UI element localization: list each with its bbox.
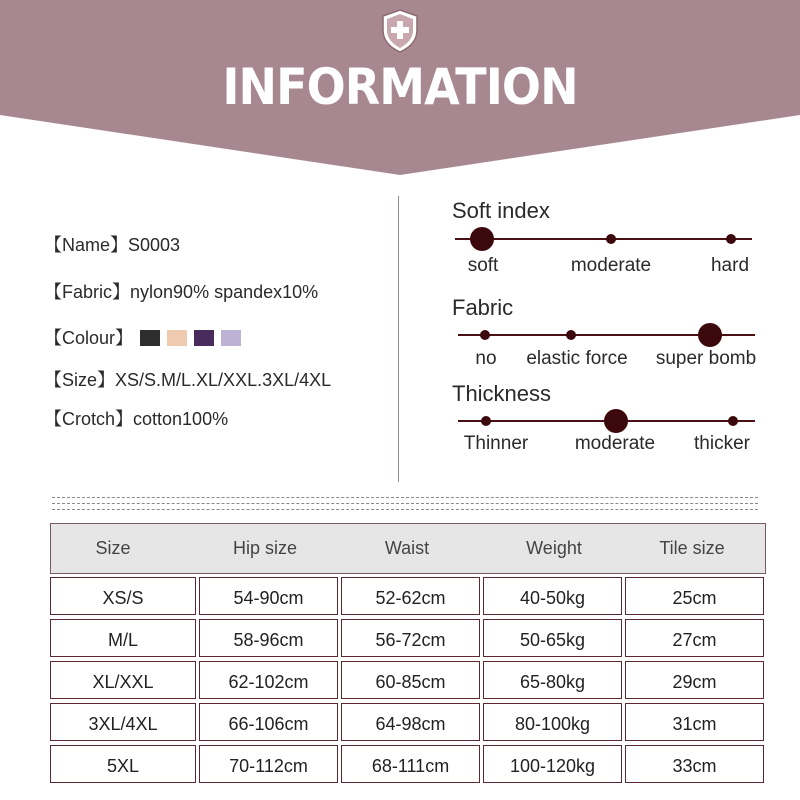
- info-size: [44, 366, 331, 392]
- table-cell: 29cm: [625, 661, 764, 699]
- dashed-divider: [52, 509, 758, 510]
- crotch-value: cotton100%: [133, 409, 229, 429]
- scale-marker-selected: [698, 323, 722, 347]
- dashed-divider: [52, 503, 758, 504]
- scale-marker: [728, 416, 738, 426]
- scale-marker: [480, 330, 490, 340]
- size-cell: 5XL: [50, 745, 196, 783]
- shield-cross-icon: [380, 8, 420, 54]
- size-value: XS/S.M/L.XL/XXL.3XL/4XL: [115, 370, 332, 390]
- scale-marker-selected: [470, 227, 494, 251]
- table-cell: 64-98cm: [341, 703, 480, 741]
- scale-title: Thickness: [452, 381, 552, 406]
- info-colour: [44, 324, 241, 350]
- scale-title: Soft index: [452, 198, 550, 223]
- table-cell: 68-111cm: [341, 745, 480, 783]
- scale-marker-selected: [604, 409, 628, 433]
- scale-track: [455, 238, 752, 240]
- scale-marker: [566, 330, 576, 340]
- column-header: Tile size: [659, 538, 725, 558]
- size-cell: M/L: [50, 619, 196, 657]
- size-cell: XS/S: [50, 577, 196, 615]
- name-value: S0003: [128, 235, 181, 255]
- scale-marker: [726, 234, 736, 244]
- scale-title: Fabric: [452, 295, 514, 320]
- scale-option-label: soft: [467, 255, 499, 276]
- colour-swatch-nude: [167, 330, 187, 346]
- table-cell: 40-50kg: [483, 577, 622, 615]
- scale-marker: [606, 234, 616, 244]
- table-cell: 66-106cm: [199, 703, 338, 741]
- table-cell: 80-100kg: [483, 703, 622, 741]
- table-cell: 33cm: [625, 745, 764, 783]
- table-cell: 62-102cm: [199, 661, 338, 699]
- fabric-label: 【Fabric】: [44, 282, 131, 302]
- table-cell: 25cm: [625, 577, 764, 615]
- size-cell: XL/XXL: [50, 661, 196, 699]
- column-header: Waist: [384, 538, 430, 558]
- crotch-label: 【Crotch】: [44, 409, 134, 429]
- table-cell: 65-80kg: [483, 661, 622, 699]
- column-header: Size: [95, 538, 131, 558]
- info-crotch: [44, 405, 228, 431]
- size-label: 【Size】: [44, 370, 116, 390]
- size-cell: 3XL/4XL: [50, 703, 196, 741]
- scale-marker: [481, 416, 491, 426]
- table-cell: 31cm: [625, 703, 764, 741]
- info-name: [44, 231, 180, 257]
- table-cell: 52-62cm: [341, 577, 480, 615]
- name-label: 【Name】: [44, 235, 129, 255]
- scale-option-label: moderate: [574, 433, 656, 454]
- scale-option-label: moderate: [570, 255, 652, 276]
- scale-option-label: thicker: [694, 433, 750, 454]
- column-header: Weight: [526, 538, 582, 558]
- page-title: INFORMATION: [222, 58, 578, 116]
- table-header: [50, 523, 766, 574]
- colour-swatch-lavender: [221, 330, 241, 346]
- table-cell: 70-112cm: [199, 745, 338, 783]
- table-cell: 58-96cm: [199, 619, 338, 657]
- colour-swatch-black: [140, 330, 160, 346]
- scale-option-label: elastic force: [526, 348, 628, 369]
- vertical-divider: [398, 196, 399, 482]
- table-cell: 27cm: [625, 619, 764, 657]
- table-cell: 100-120kg: [483, 745, 622, 783]
- scale-option-label: Thinner: [463, 433, 529, 454]
- colour-swatch-purple: [194, 330, 214, 346]
- scale-option-label: super bomb: [655, 348, 757, 369]
- dashed-divider: [52, 497, 758, 498]
- colour-label: 【Colour】: [44, 328, 134, 348]
- fabric-value: nylon90% spandex10%: [130, 282, 319, 302]
- table-cell: 50-65kg: [483, 619, 622, 657]
- scale-option-label: no: [475, 348, 497, 369]
- info-fabric: [44, 278, 318, 304]
- table-cell: 56-72cm: [341, 619, 480, 657]
- scale-option-label: hard: [710, 255, 750, 276]
- column-header: Hip size: [232, 538, 298, 558]
- table-cell: 60-85cm: [341, 661, 480, 699]
- table-cell: 54-90cm: [199, 577, 338, 615]
